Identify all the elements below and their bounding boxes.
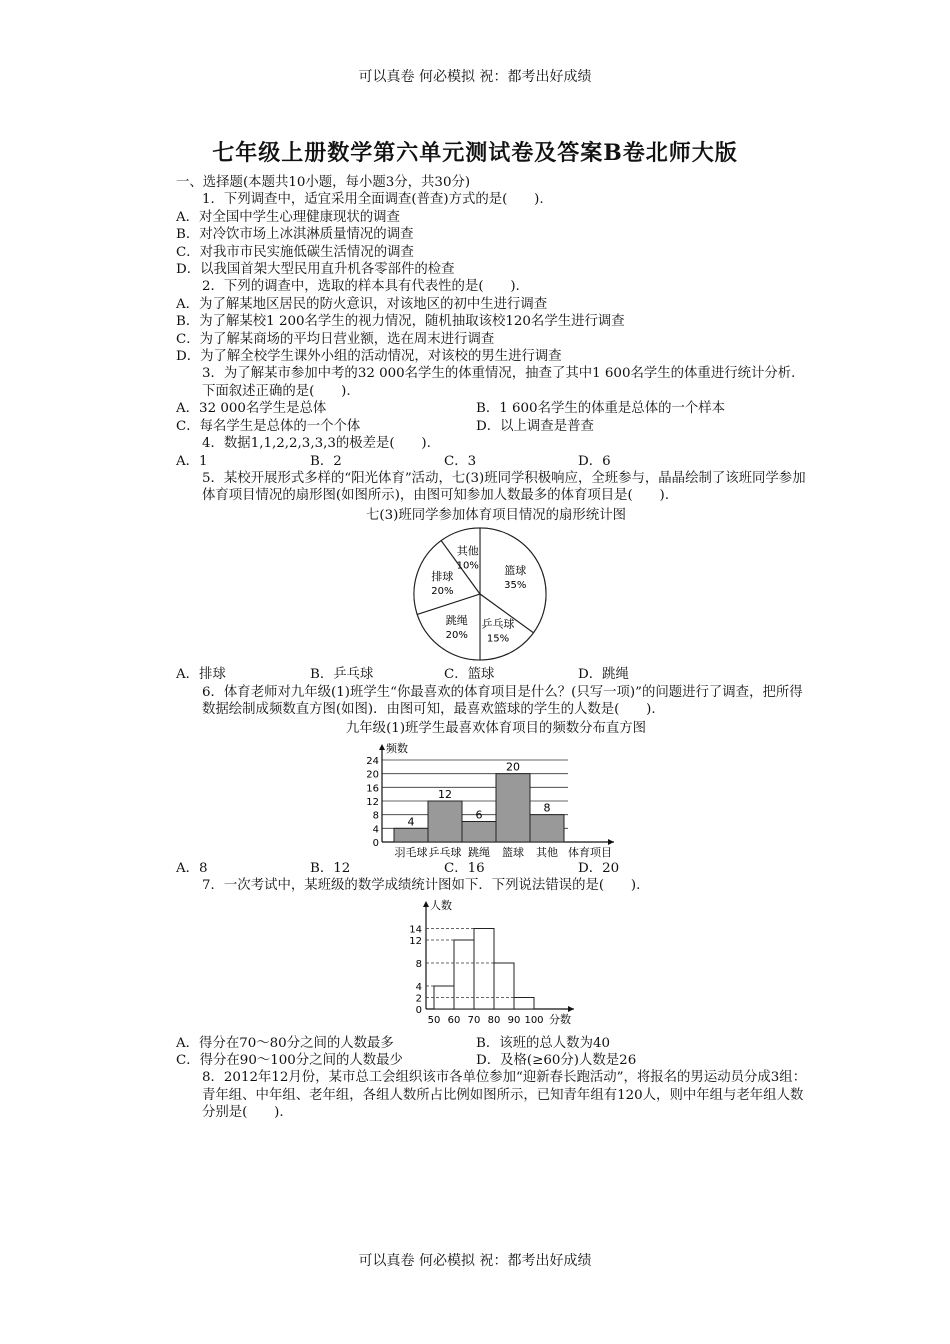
pie-chart: [176, 524, 816, 666]
q3-option-d: D．以上调查是普查: [476, 418, 594, 434]
hist1-data-label-1: 12: [438, 787, 452, 801]
hist1-ytick-4: 16: [366, 783, 379, 795]
q7-option-a: A．得分在70～80分之间的人数最多: [176, 1035, 394, 1051]
pie-value-4: 10%: [456, 560, 479, 572]
page-header: 可以真卷 何必模拟 祝：都考出好成绩: [358, 69, 592, 85]
pie-chart-title: 七(3)班同学参加体育项目情况的扇形统计图: [366, 507, 626, 523]
hist1-bar-2: [462, 821, 496, 842]
hist1-ylabel: 频数: [386, 741, 408, 755]
histogram-chart-1: [176, 738, 816, 860]
hist2-xtick-5: 100: [524, 1014, 544, 1026]
q1-option-d: D．以我国首架大型民用直升机各零部件的检查: [176, 262, 455, 278]
hist1-bar-0: [394, 828, 428, 842]
hist1-data-label-2: 6: [475, 808, 483, 822]
hist1-y-arrow: [379, 744, 385, 750]
pie-value-3: 20%: [431, 585, 454, 597]
page-title: 七年级上册数学第六单元测试卷及答案B卷北师大版: [212, 140, 738, 166]
hist1-ytick-0: 0: [372, 837, 379, 849]
pie-label-4: 其他: [456, 544, 479, 558]
hist1-bar-4: [530, 814, 564, 841]
hist1-bar-1: [428, 801, 462, 842]
q4-option-a: A．1: [176, 453, 208, 469]
q8-stem: 8．2012年12月份，某市总工会组织该市各单位参加“迎新春长跑活动”，将报名的男运动员分成3组：青年组、中年组、老年组，各组人数所占比例如图所示，已知青年组有120人，则中年组与老年组人数分别是( ).: [202, 1070, 807, 1121]
page-footer: 可以真卷 何必模拟 祝：都考出好成绩: [358, 1253, 592, 1269]
hist2-ytick-2: 4: [415, 981, 422, 993]
q2-stem: 2．下列的调查中，选取的样本具有代表性的是( ).: [202, 279, 520, 295]
q7-option-b: B．该班的总人数为40: [476, 1035, 611, 1051]
hist1-ytick-6: 24: [366, 755, 379, 767]
hist2-bar-2: [474, 928, 494, 1009]
hist1-ytick-2: 8: [372, 810, 379, 822]
hist2-ytick-1: 2: [415, 993, 422, 1005]
q7-option-c: C．得分在90～100分之间的人数最少: [176, 1052, 403, 1068]
q6-option-d: D．20: [578, 860, 620, 876]
hist2-xtick-4: 90: [507, 1014, 521, 1026]
hist1-xtick-2: 跳绳: [468, 845, 490, 859]
pie-label-1: 乒乓球: [481, 617, 515, 631]
histogram-chart-2: [176, 895, 816, 1035]
hist2-bar-4: [514, 997, 534, 1009]
pie-label-3: 排球: [431, 569, 454, 583]
hist2-ytick-3: 8: [415, 958, 422, 970]
pie-label-2: 跳绳: [445, 614, 468, 628]
q3-option-b: B．1 600名学生的体重是总体的一个样本: [476, 401, 726, 417]
q6-option-b: B．12: [310, 860, 351, 876]
q2-option-a: A．为了解某地区居民的防火意识，对该地区的初中生进行调查: [176, 296, 548, 312]
hist1-xtick-3: 篮球: [502, 845, 524, 859]
hist2-xtick-3: 80: [487, 1014, 501, 1026]
histogram1-title: 九年级(1)班学生最喜欢体育项目的频数分布直方图: [345, 721, 647, 737]
hist1-x-arrow: [608, 839, 614, 845]
q6-option-c: C．16: [444, 860, 485, 876]
q4-option-c: C．3: [444, 453, 477, 469]
section-heading: 一、选择题(本题共10小题，每小题3分，共30分): [176, 175, 471, 190]
hist2-ytick-5: 14: [409, 924, 422, 936]
hist1-bar-3: [496, 773, 530, 841]
pie-label-0: 篮球: [504, 564, 527, 578]
hist2-ytick-0: 0: [415, 1004, 422, 1016]
q6-option-a: A．8: [176, 860, 208, 876]
exam-content: [176, 174, 816, 1122]
q1-stem: 1．下列调查中，适宜采用全面调查(普查)方式的是( ).: [202, 192, 544, 208]
hist2-bar-1: [454, 940, 474, 1009]
hist1-xtick-4: 其他: [536, 845, 558, 859]
hist1-ytick-5: 20: [366, 769, 379, 781]
q3-stem: 3．为了解某市参加中考的32 000名学生的体重情况，抽查了其中1 600名学生的体重进行统计分析．下面叙述正确的是( ).: [202, 366, 805, 399]
q1-option-c: C．对我市市民实施低碳生活情况的调查: [176, 244, 414, 260]
q7-option-d: D．及格(≥60分)人数是26: [476, 1052, 637, 1068]
q2-option-c: C．为了解某商场的平均日营业额，选在周末进行调查: [176, 331, 495, 347]
q5-option-a: A．排球: [176, 667, 226, 683]
q1-option-a: A．对全国中学生心理健康现状的调查: [176, 209, 400, 225]
q1-option-b: B．对冷饮市场上冰淇淋质量情况的调查: [176, 227, 414, 243]
hist2-y-arrow: [423, 901, 429, 907]
hist1-xtick-1: 乒乓球: [428, 845, 462, 859]
pie-value-2: 20%: [445, 630, 468, 642]
q2-option-b: B．为了解某校1 200名学生的视力情况，随机抽取该校120名学生进行调查: [176, 314, 625, 330]
hist1-ytick-1: 4: [372, 824, 379, 836]
q3-option-a: A．32 000名学生是总体: [176, 401, 327, 417]
q5-option-b: B．乒乓球: [310, 667, 374, 683]
hist2-xlabel: 分数: [549, 1012, 571, 1026]
q4-option-d: D．6: [578, 453, 611, 469]
q5-option-c: C．篮球: [444, 667, 495, 683]
q2-option-d: D．为了解全校学生课外小组的活动情况，对该校的男生进行调查: [176, 349, 562, 365]
q4-option-b: B．2: [310, 453, 342, 469]
q4-stem: 4．数据1,1,2,2,3,3,3的极差是( ).: [202, 436, 431, 452]
hist1-data-label-4: 8: [543, 801, 551, 815]
hist1-xlabel: 体育项目: [568, 845, 612, 859]
q6-stem: 6．体育老师对九年级(1)班学生“你最喜欢的体育项目是什么？(只写一项)”的问题进行了调查，把所得数据绘制成频数直方图(如图)．由图可知，最喜欢篮球的学生的人数是( ).: [202, 684, 803, 717]
hist2-xtick-1: 60: [447, 1014, 461, 1026]
hist2-ylabel: 人数: [430, 898, 452, 912]
q7-stem: 7．一次考试中，某班级的数学成绩统计图如下．下列说法错误的是( ).: [202, 878, 641, 894]
hist2-bar-3: [494, 963, 514, 1009]
hist2-xtick-2: 70: [467, 1014, 481, 1026]
hist1-xtick-0: 羽毛球: [394, 845, 428, 859]
hist1-data-label-3: 20: [506, 760, 520, 774]
hist2-xtick-0: 50: [427, 1014, 441, 1026]
q5-option-d: D．跳绳: [578, 667, 629, 683]
pie-value-0: 35%: [504, 580, 527, 592]
hist1-ytick-3: 12: [366, 796, 379, 808]
pie-value-1: 15%: [486, 633, 510, 645]
hist1-data-label-0: 4: [407, 815, 415, 829]
hist2-x-arrow: [568, 1006, 574, 1012]
hist2-ytick-4: 12: [409, 935, 422, 947]
q5-stem: 5．某校开展形式多样的“阳光体育”活动，七(3)班同学积极响应，全班参与，晶晶绘制了该班同学参加体育项目情况的扇形图(如图所示)，由图可知参加人数最多的体育项目是( ).: [202, 470, 806, 504]
q3-option-c: C．每名学生是总体的一个个体: [176, 418, 361, 434]
